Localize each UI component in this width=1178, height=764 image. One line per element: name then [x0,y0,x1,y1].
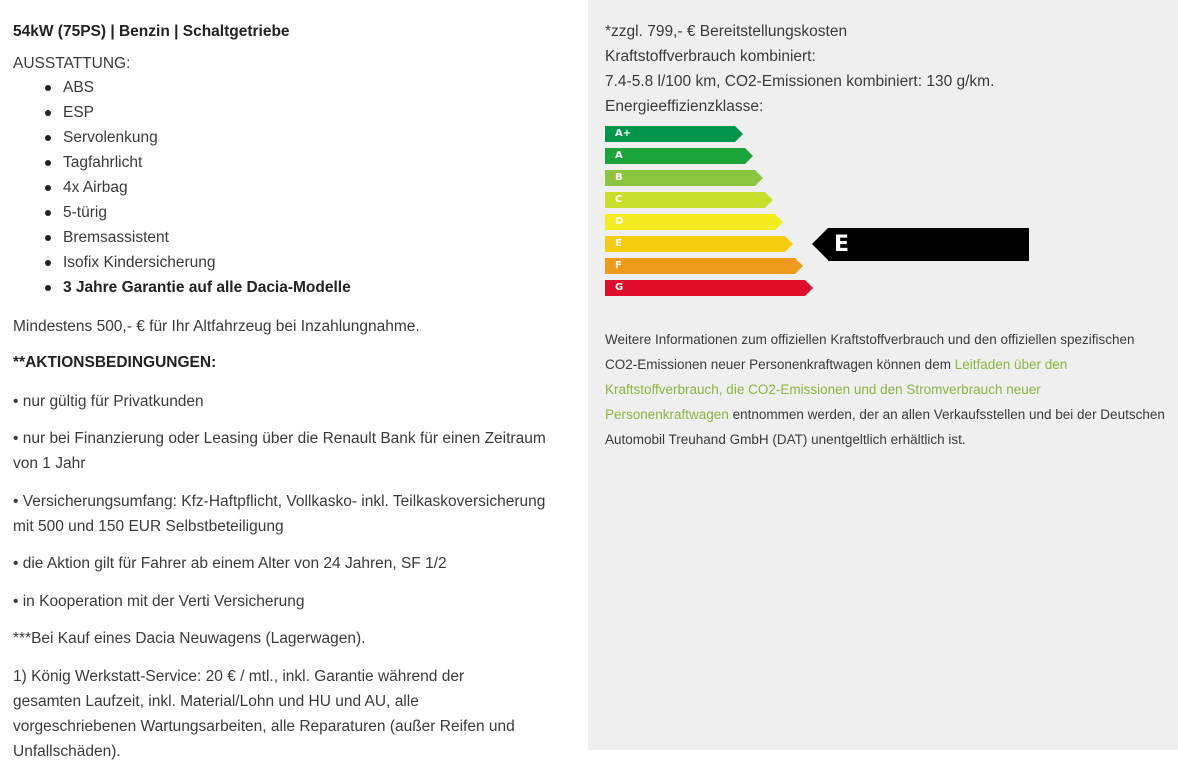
details-column [0,0,588,760]
guide-link[interactable]: Leitfaden über den Kraftstoffverbrauch, die CO2-Emissionen und den Stromverbrauch neuer Personenkraftwagen [605,357,1068,422]
equipment-item: Isofix Kindersicherung [13,250,351,275]
info-paragraph [605,327,1165,452]
equipment-item: Bremsassistent [13,225,351,250]
info-text-before: Weitere Informationen zum offiziellen Kraftstoffverbrauch und den offiziellen spezifischen CO2-Emissionen neuer Personenkraftwagen können dem [605,332,1135,372]
condition-item: • Versicherungsumfang: Kfz-Haftpflicht, Vollkasko- inkl. Teilkaskoversicherung mit 500 und 150 EUR Selbstbeteiligung [13,493,546,535]
energy-class-bar: D [605,214,775,230]
energy-class-bar: E [605,236,785,252]
footnote-stock: ***Bei Kauf eines Dacia Neuwagens (Lagerwagen). [13,630,366,647]
equipment-list [13,75,351,300]
condition-item: • nur gültig für Privatkunden [13,393,204,410]
cost-note: *zzgl. 799,- € Bereitstellungskosten [605,23,848,40]
consumption-label: Kraftstoffverbrauch kombiniert: [605,48,816,65]
energy-class-bar: C [605,192,765,208]
equipment-item: Tagfahrlicht [13,150,351,175]
conditions-heading: **AKTIONSBEDINGUNGEN: [13,354,217,371]
energy-class-bar: A+ [605,126,735,142]
consumption-value: 7.4-5.8 l/100 km, CO2-Emissionen kombiniert: 130 g/km. [605,73,995,90]
info-text-after: entnommen werden, der an allen Verkaufsstellen und bei der Deutschen Automobil Treuhand GmbH (DAT) unentgeltlich erhältlich ist. [605,407,1165,447]
energy-class-bar: A [605,148,745,164]
equipment-item: 5-türig [13,200,351,225]
spec-title: 54kW (75PS) | Benzin | Schaltgetriebe [13,23,290,40]
energy-rating-indicator: E [828,228,1029,261]
equipment-item: ESP [13,100,351,125]
equipment-item-warranty: 3 Jahre Garantie auf alle Dacia-Modelle [13,275,351,300]
equipment-item: ABS [13,75,351,100]
energy-class-bar: G [605,280,805,296]
condition-item: • in Kooperation mit der Verti Versicherung [13,593,305,610]
equipment-item: 4x Airbag [13,175,351,200]
equipment-label: AUSSTATTUNG: [13,55,131,72]
energy-class-bar: B [605,170,755,186]
efficiency-label: Energieeffizienzklasse: [605,98,764,115]
tradein-note: Mindestens 500,- € für Ihr Altfahrzeug bei Inzahlungnahme. [13,318,420,335]
footnote-service: 1) König Werkstatt-Service: 20 € / mtl., inkl. Garantie während der gesamten Laufzeit, inkl. Material/Lohn und HU und AU, alle vorgeschriebenen Wartungsarbeiten, alle Reparaturen (außer Reifen und Unfallschäden). [13,668,515,760]
condition-item: • die Aktion gilt für Fahrer ab einem Alter von 24 Jahren, SF 1/2 [13,555,447,572]
energy-class-bar: F [605,258,795,274]
condition-item: • nur bei Finanzierung oder Leasing über die Renault Bank für einen Zeitraum von 1 Jahr [13,430,546,472]
equipment-item: Servolenkung [13,125,351,150]
energy-label-chart [605,124,845,300]
